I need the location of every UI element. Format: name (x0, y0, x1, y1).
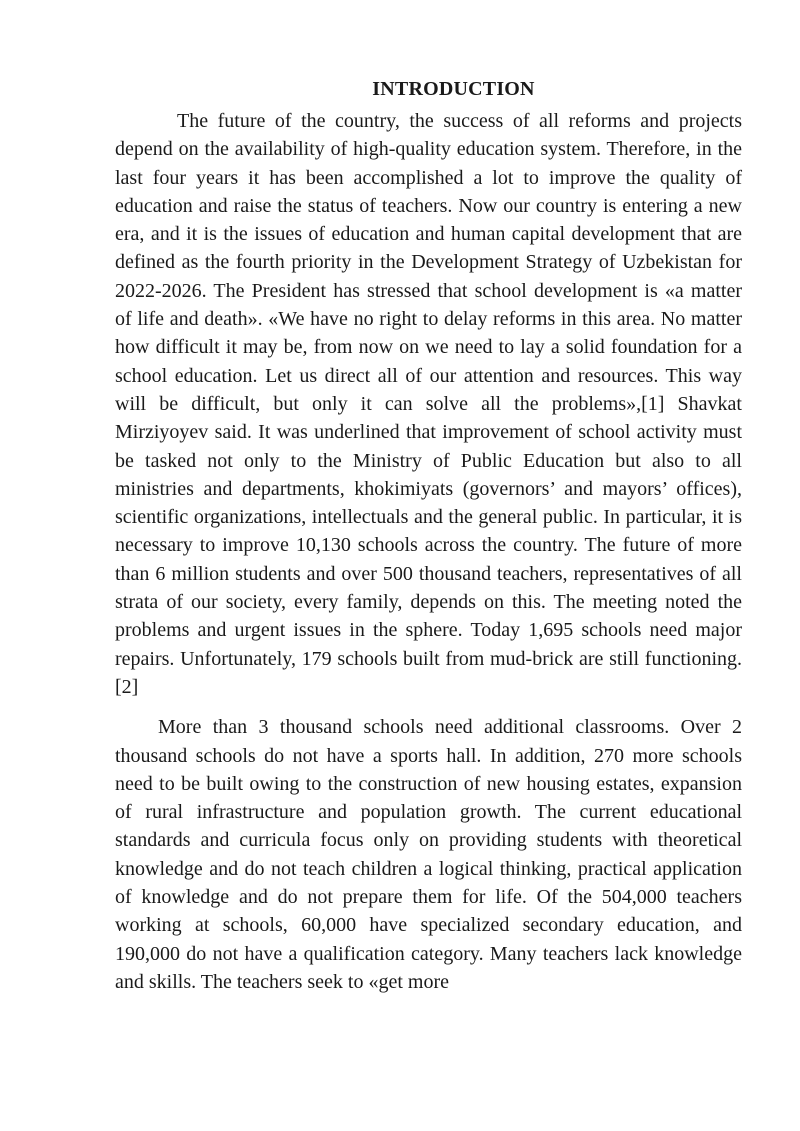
document-page (115, 74, 742, 996)
paragraph: More than 3 thousand schools need additional classrooms. Over 2 thousand schools do not have a sports hall. In addition, 270 more schools need to be built owing to the construction of new housing estates, expansion of rural infrastructure and population growth. The current educational standards and curricula focus only on providing students with theoretical knowledge and do not teach children a logical thinking, practical application of knowledge and do not prepare them for life. Of the 504,000 teachers working at schools, 60,000 have specialized secondary education, and 190,000 do not have a qualification category. Many teachers lack knowledge and skills. The teachers seek to «get more (115, 716, 742, 993)
section-heading: INTRODUCTION (372, 78, 535, 100)
paragraph: The future of the country, the success of all reforms and projects depend on the availability of high-quality education system. Therefore, in the last four years it has been accomplished a lot to improve the quality of education and raise the status of teachers. Now our country is entering a new era, and it is the issues of education and human capital development that are defined as the fourth priority in the Development Strategy of Uzbekistan for 2022-2026. The President has stressed that school development is «a matter of life and death». «We have no right to delay reforms in this area. No matter how difficult it may be, from now on we need to lay a solid foundation for a school education. Let us direct all of our attention and resources. This way will be difficult, but only it can solve all the problems»,[1] Shavkat Mirziyoyev said. It was underlined that improvement of school activity must be tasked not only to the Ministry of Public Education but also to all ministries and departments, khokimiyats (governors’ and mayors’ offices), scientific organizations, intellectuals and the general public. In particular, it is necessary to improve 10,130 schools across the country. The future of more than 6 million students and over 500 thousand teachers, representatives of all strata of our society, every family, depends on this. The meeting noted the problems and urgent issues in the sphere. Today 1,695 schools need major repairs. Unfortunately, 179 schools built from mud-brick are still functioning.[2] (115, 110, 742, 698)
